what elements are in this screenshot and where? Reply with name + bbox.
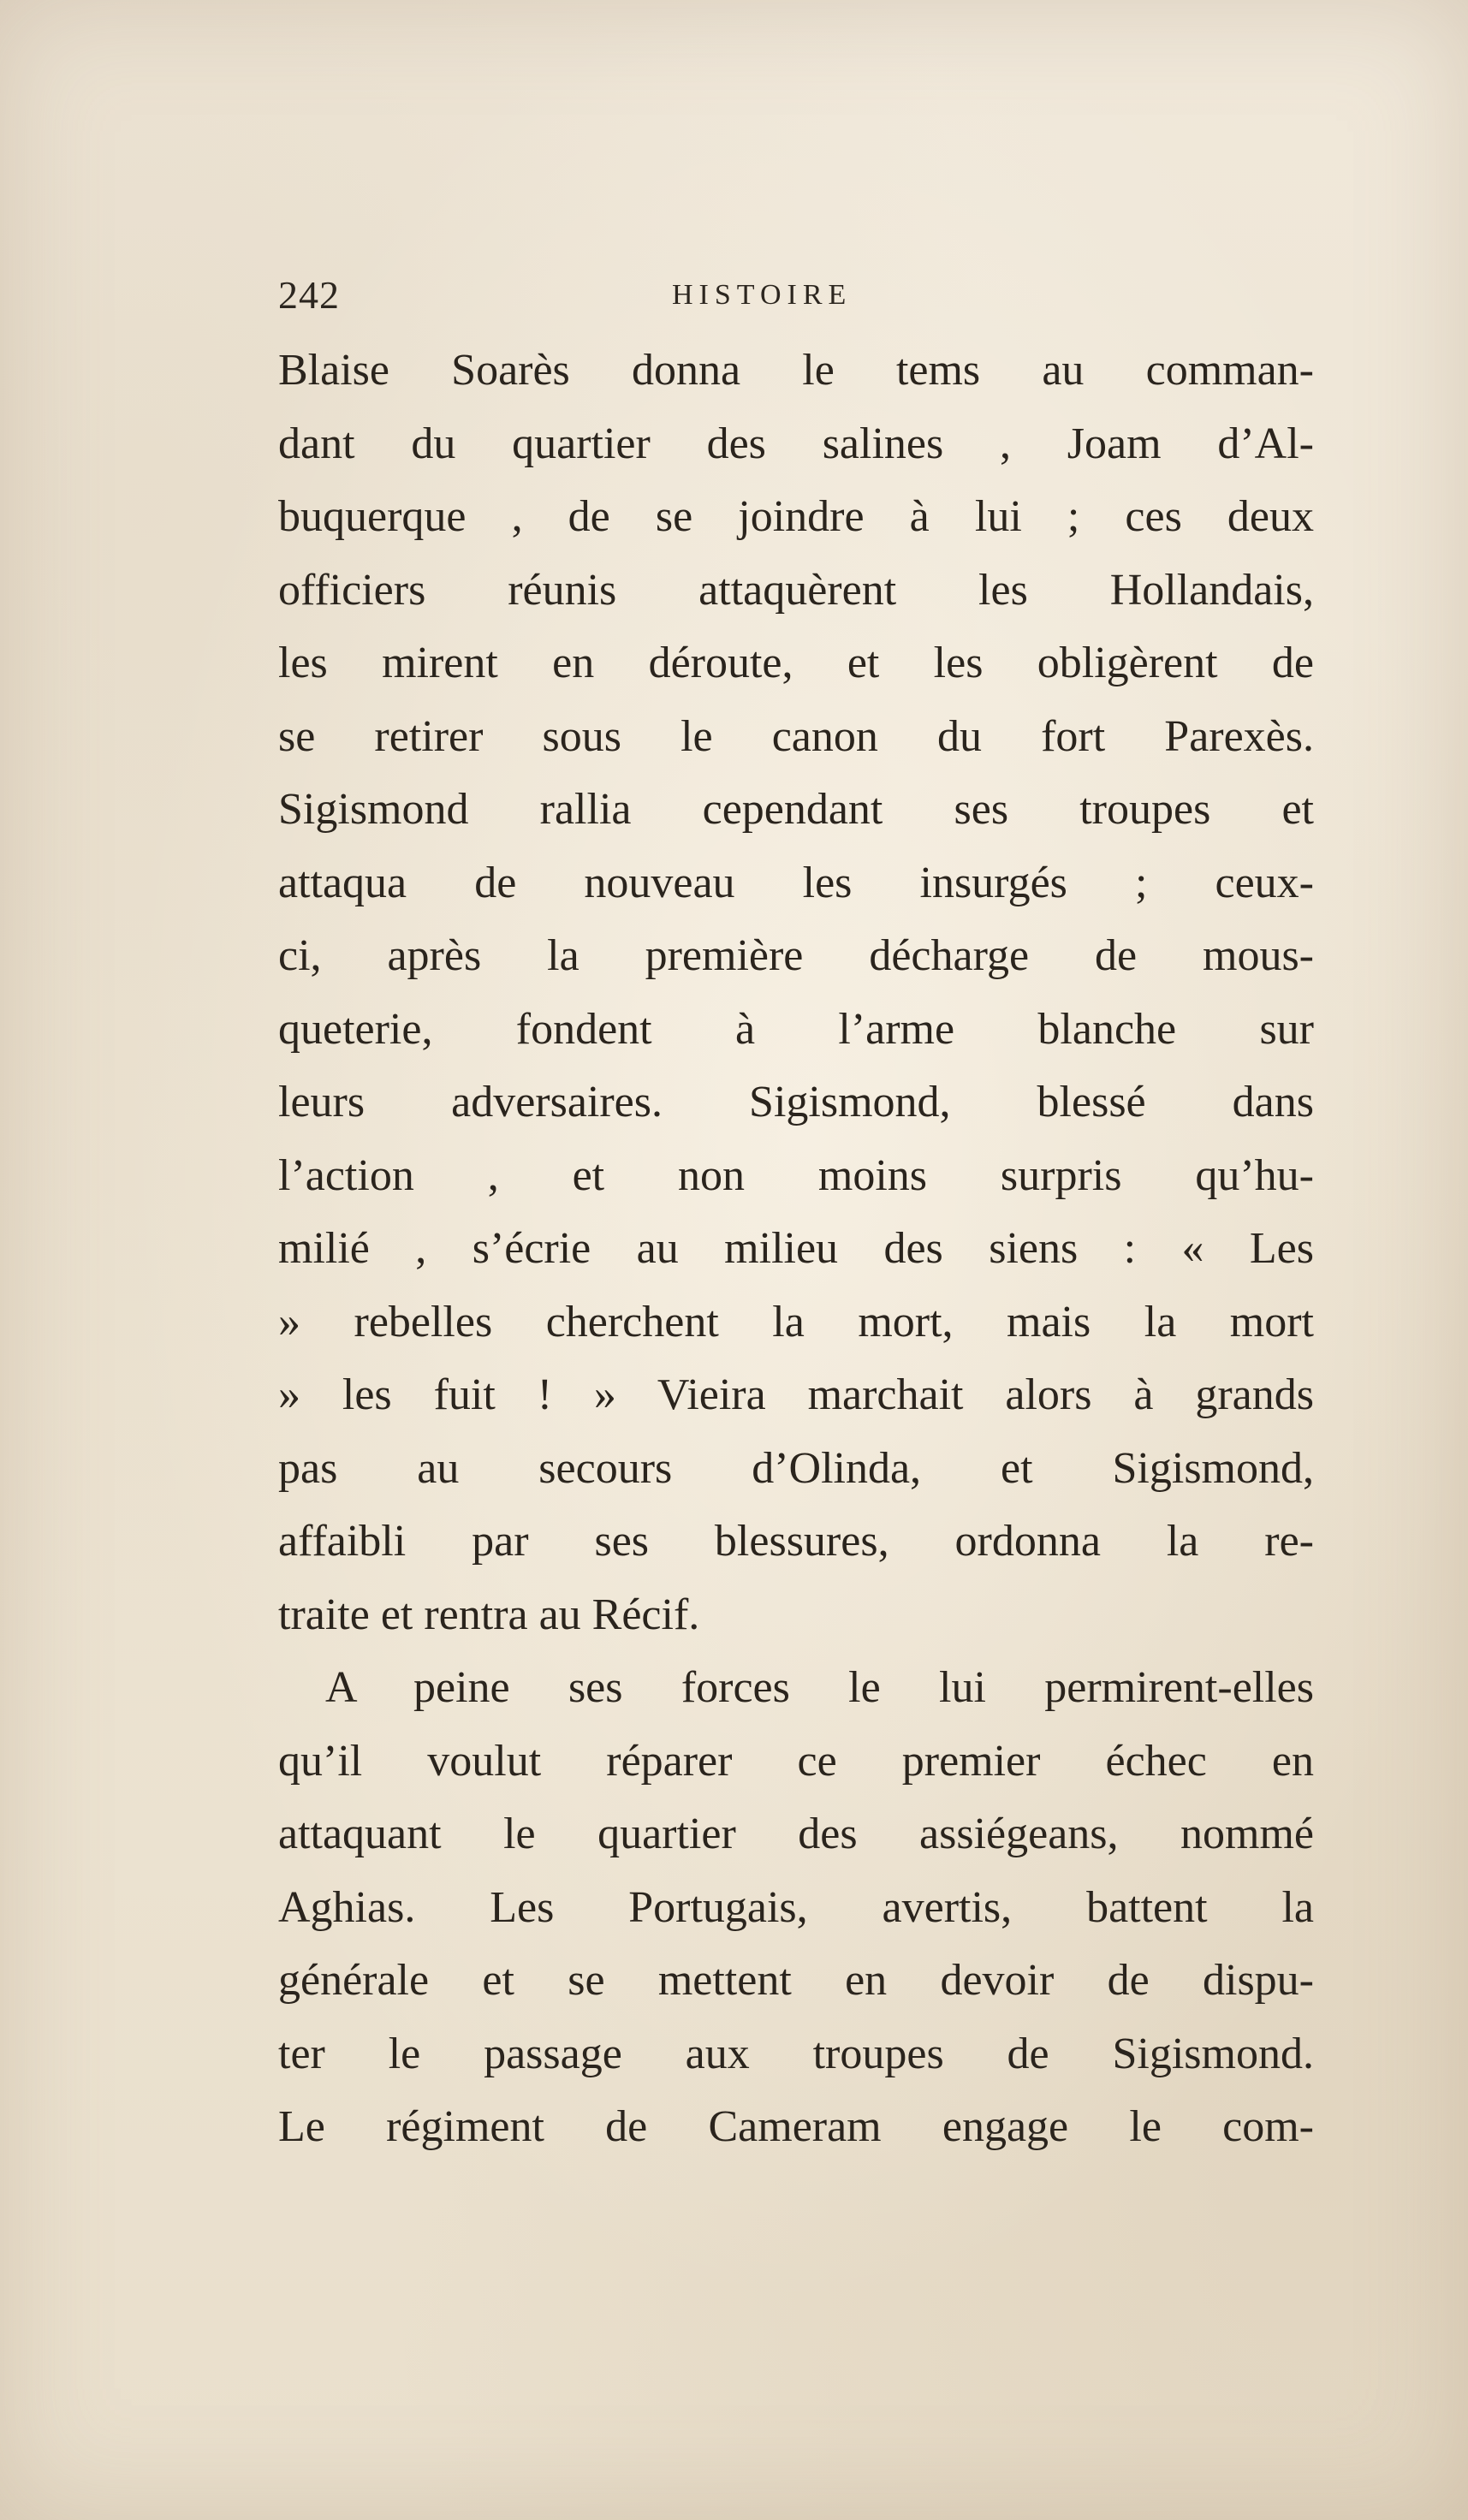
text-line: ter le passage aux troupes de Sigismond. [278,2029,1314,2078]
text-line: buquerque , de se joindre à lui ; ces deux [278,492,1314,541]
text-line: officiers réunis attaquèrent les Hollandais, [278,565,1314,615]
text-line: pas au secours d’Olinda, et Sigismond, [278,1443,1314,1493]
running-title: HISTOIRE [672,279,853,311]
text-line: les mirent en déroute, et les obligèrent de [278,639,1314,687]
text-line: attaqua de nouveau les insurgés ; ceux- [278,858,1314,907]
text-line: leurs adversaires. Sigismond, blessé dans [278,1078,1314,1126]
text-line: qu’il voulut réparer ce premier échec en [278,1736,1314,1786]
text-line: » rebelles cherchent la mort, mais la mort [278,1297,1314,1346]
text-line: Le régiment de Cameram engage le com- [278,2102,1314,2151]
text-line: milié , s’écrie au milieu des siens : « Les [278,1224,1314,1273]
running-head [278,272,1314,324]
text-line: dant du quartier des salines , Joam d’Al- [278,419,1314,468]
text-line: affaibli par ses blessures, ordonna la re- [278,1517,1314,1566]
text-line: attaquant le quartier des assiégeans, nommé [278,1810,1314,1858]
body-text [278,334,1314,2164]
text-line: Sigismond rallia cependant ses troupes et [278,785,1314,834]
text-line: queterie, fondent à l’arme blanche sur [278,1004,1314,1054]
paragraph-start-line: A peine ses forces le lui permirent-elles [325,1663,1314,1712]
text-line: » les fuit ! » Vieira marchait alors à grands [278,1370,1314,1419]
page-number: 242 [278,273,340,317]
text-line: ci, après la première décharge de mous- [278,931,1314,980]
text-line: Aghias. Les Portugais, avertis, battent la [278,1882,1314,1932]
text-line: Blaise Soarès donna le tems au comman- [278,346,1314,395]
text-line: l’action , et non moins surpris qu’hu- [278,1150,1314,1200]
text-line: se retirer sous le canon du fort Parexès. [278,711,1314,761]
paragraph-end-line: traite et rentra au Récif. [278,1590,700,1639]
text-line: générale et se mettent en devoir de dispu- [278,1956,1314,2005]
